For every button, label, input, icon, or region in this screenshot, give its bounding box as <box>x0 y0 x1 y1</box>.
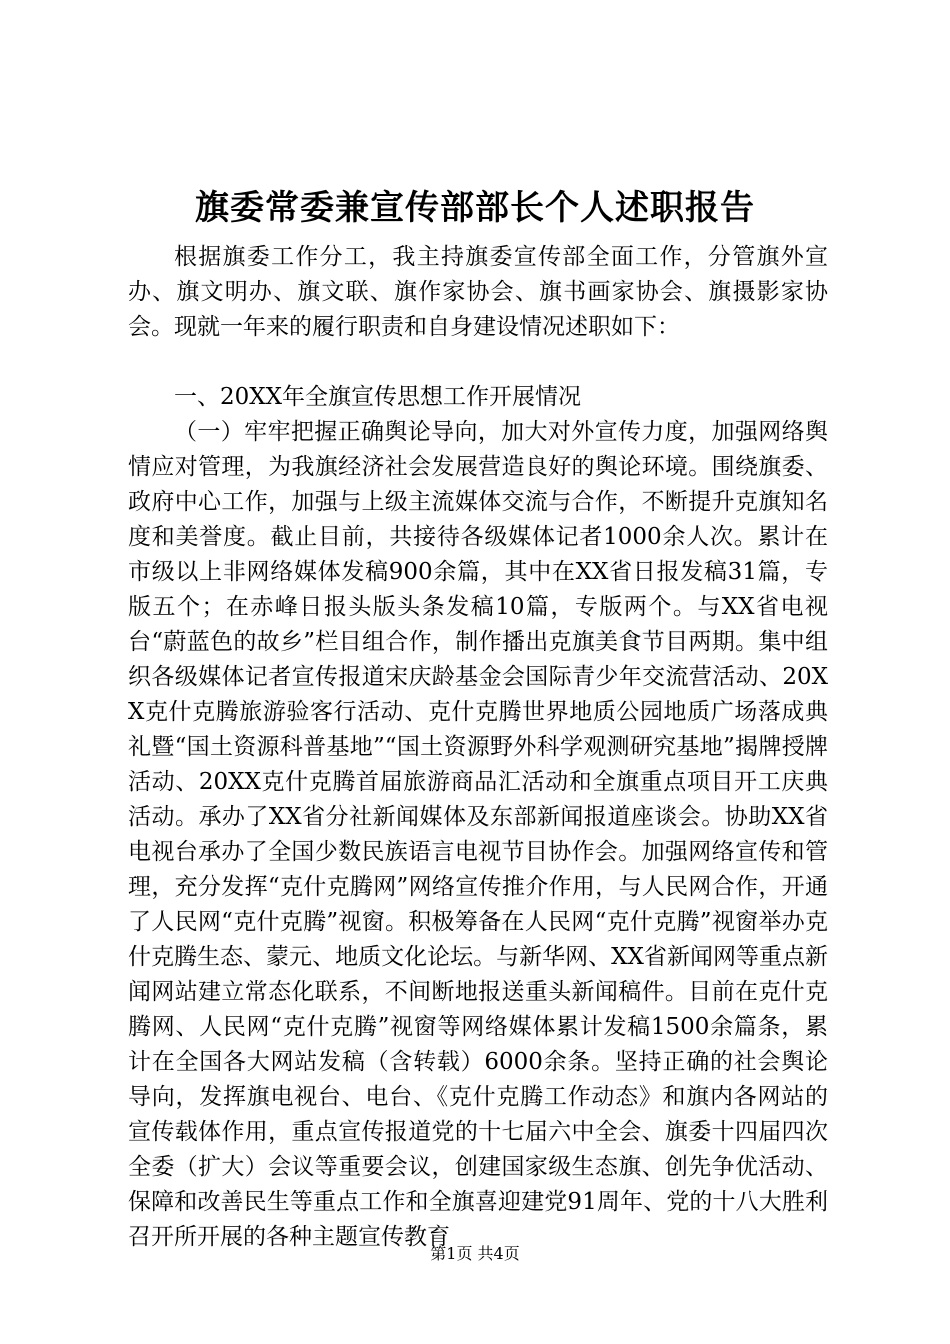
intro-paragraph: 根据旗委工作分工，我主持旗委宣传部全面工作，分管旗外宣办、旗文明办、旗文联、旗作家协会、旗书画家协会、旗摄影家协会。现就一年来的履行职责和自身建设情况述职如下： <box>128 244 828 340</box>
paragraph-spacer <box>128 345 828 380</box>
section-heading: 一、20XX年全旗宣传思想工作开展情况 <box>174 384 582 410</box>
page-footer: 第1页 共4页 <box>430 1244 520 1263</box>
section-paragraph: （一）牢牢把握正确舆论导向，加大对外宣传力度，加强网络舆情应对管理，为我旗经济社会发展营造良好的舆论环境。围绕旗委、政府中心工作，加强与上级主流媒体交流与合作，不断提升克旗知名度和美誉度。截止目前，共接待各级媒体记者1000余人次。累计在市级以上非网络媒体发稿900余篇，其中在XX省日报发稿31篇，专版五个；在赤峰日报头版头条发稿10篇，专版两个。与XX省电视台“蔚蓝色的故乡”栏目组合作，制作播出克旗美食节目两期。集中组织各级媒体记者宣传报道宋庆龄基金会国际青少年交流营活动、20XX克什克腾旅游验客行活动、克什克腾世界地质公园地质广场落成典礼暨“国土资源科普基地”“国土资源野外科学观测研究基地”揭牌授牌活动、20XX克什克腾首届旅游商品汇活动和全旗重点项目开工庆典活动。承办了XX省分社新闻媒体及东部新闻报道座谈会。协助XX省电视台承办了全国少数民族语言电视节目协作会。加强网络宣传和管理，充分发挥“克什克腾网”网络宣传推介作用，与人民网合作，开通了人民网“克什克腾”视窗。积极筹备在人民网“克什克腾”视窗举办克什克腾生态、蒙元、地质文化论坛。与新华网、XX省新闻网等重点新闻网站建立常态化联系，不间断地报送重头新闻稿件。目前在克什克腾网、人民网“克什克腾”视窗等网络媒体累计发稿1500余篇条，累计在全国各大网站发稿（含转载）6000余条。坚持正确的社会舆论导向，发挥旗电视台、电台、《克什克腾工作动态》和旗内各网站的宣传载体作用，重点宣传报道党的十七届六中全会、旗委十四届四次全委（扩大）会议等重要会议，创建国家级生态旗、创先争优活动、保障和改善民生等重点工作和全旗喜迎建党91周年、党的十八大胜利召开所开展的各种主题宣传教育 <box>128 419 828 1250</box>
document-title: 旗委常委兼宣传部部长个人述职报告 <box>195 188 755 228</box>
document-body <box>128 240 828 1255</box>
